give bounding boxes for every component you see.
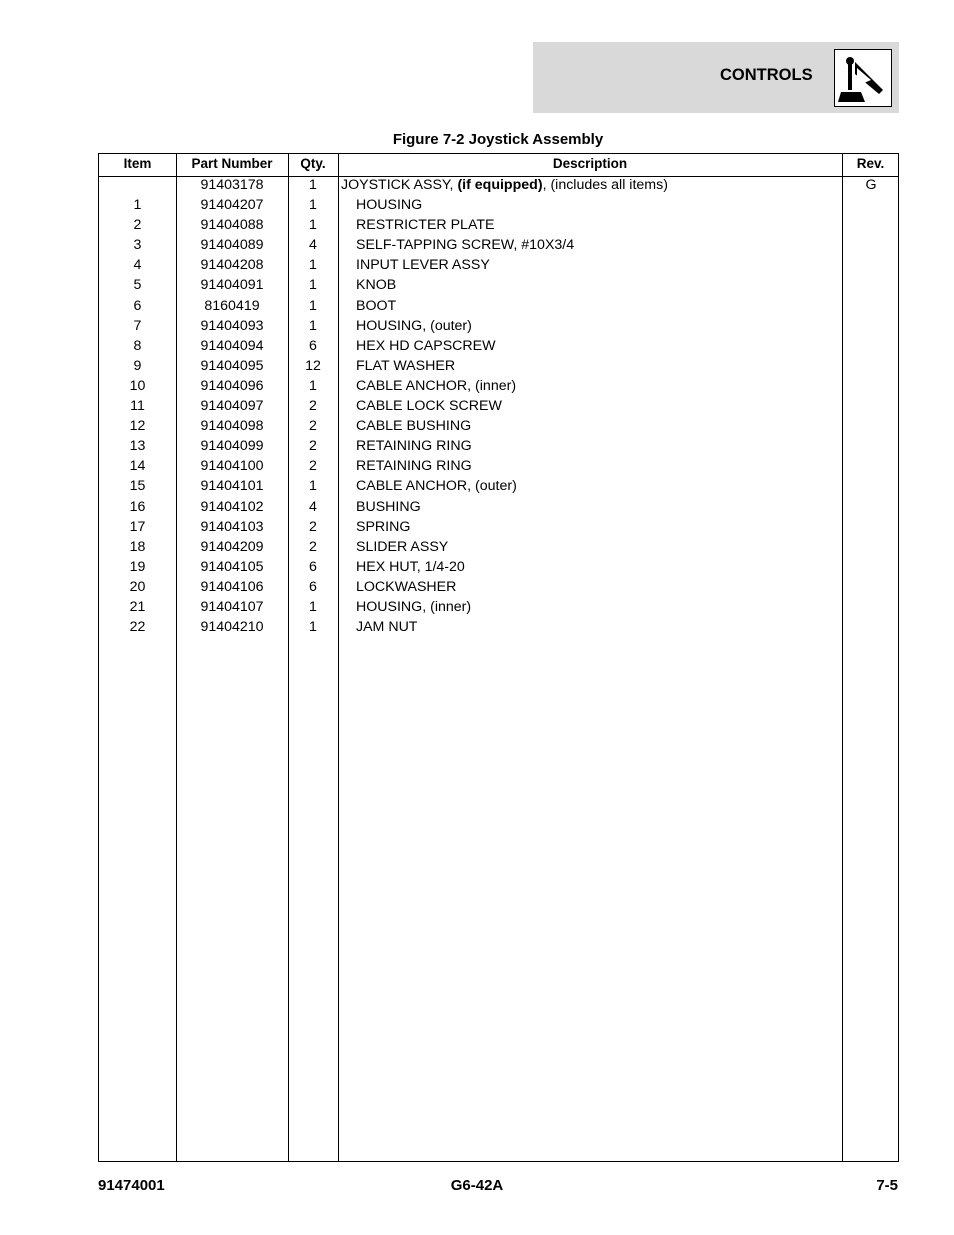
description-note: , (includes all items) <box>542 177 668 193</box>
table-row <box>99 579 898 599</box>
description: CABLE ANCHOR, (outer) <box>356 478 517 495</box>
table-row <box>99 237 898 257</box>
item-number: 5 <box>133 277 142 294</box>
table-row <box>99 559 898 579</box>
table-row <box>99 338 898 358</box>
part-number: 91404210 <box>200 619 264 636</box>
part-number: 91404103 <box>200 518 264 535</box>
figure-title: Figure 7-2 Joystick Assembly <box>392 131 604 148</box>
part-number: 91404107 <box>200 598 264 615</box>
description: HEX HD CAPSCREW <box>356 337 496 354</box>
description: HOUSING, (outer) <box>356 317 472 334</box>
part-number: 8160419 <box>204 297 260 314</box>
item-number: 17 <box>129 518 146 535</box>
quantity: 1 <box>309 217 317 234</box>
table-row <box>99 318 898 338</box>
description: LOCKWASHER <box>356 578 457 595</box>
part-number: 91404093 <box>200 317 264 334</box>
part-number: 91404102 <box>200 498 264 515</box>
description-text: JOYSTICK ASSY, <box>341 177 458 193</box>
quantity: 1 <box>309 317 317 334</box>
item-number: 1 <box>133 197 142 214</box>
part-number: 91404207 <box>200 197 264 214</box>
joystick-icon <box>834 49 892 107</box>
description: RETAINING RING <box>356 458 472 475</box>
description: KNOB <box>356 277 397 294</box>
table-body <box>99 177 898 639</box>
section-title: CONTROLS <box>720 66 813 84</box>
quantity: 1 <box>309 598 317 615</box>
item-number: 15 <box>129 478 146 495</box>
quantity: 2 <box>309 418 317 435</box>
item-number: 12 <box>129 418 146 435</box>
item-number: 10 <box>129 377 146 394</box>
part-number: 91404088 <box>200 217 264 234</box>
item-number: 21 <box>129 598 146 615</box>
part-number: 91404099 <box>200 438 264 455</box>
table-row <box>99 197 898 217</box>
part-number: 91404091 <box>200 277 264 294</box>
quantity: 6 <box>309 337 317 354</box>
item-number: 19 <box>129 558 146 575</box>
item-number: 16 <box>129 498 146 515</box>
table-row <box>99 298 898 318</box>
description: SPRING <box>356 518 411 535</box>
parts-table <box>98 153 899 1162</box>
table-row <box>99 358 898 378</box>
quantity: 1 <box>309 277 317 294</box>
item-number: 11 <box>130 398 145 415</box>
footer-page-number: 7-5 <box>876 1177 898 1194</box>
description: BUSHING <box>356 498 421 515</box>
description: RETAINING RING <box>356 438 472 455</box>
quantity: 2 <box>309 398 317 415</box>
item-number: 6 <box>133 297 142 314</box>
description: HOUSING, (inner) <box>356 598 472 615</box>
quantity: 2 <box>309 538 317 555</box>
description: JAM NUT <box>356 619 418 636</box>
quantity: 1 <box>309 297 317 314</box>
description: CABLE LOCK SCREW <box>356 398 502 415</box>
item-number: 22 <box>129 619 146 636</box>
quantity: 2 <box>309 518 317 535</box>
item-number: 8 <box>133 337 142 354</box>
item-number <box>99 177 176 197</box>
description <box>338 177 842 197</box>
item-number: 14 <box>129 458 146 475</box>
part-number: 91404097 <box>200 398 264 415</box>
quantity: 6 <box>309 578 317 595</box>
table-row <box>99 177 898 197</box>
quantity: 12 <box>305 357 321 374</box>
col-header-part-number: Part Number <box>191 156 273 171</box>
item-number: 18 <box>129 538 146 555</box>
table-row <box>99 519 898 539</box>
quantity: 1 <box>309 177 317 193</box>
quantity: 6 <box>309 558 317 575</box>
table-row <box>99 378 898 398</box>
col-header-rev: Rev. <box>856 156 885 171</box>
table-row <box>99 458 898 478</box>
item-number: 20 <box>129 578 146 595</box>
description: FLAT WASHER <box>356 357 456 374</box>
table-row <box>99 398 898 418</box>
part-number: 91404105 <box>200 558 264 575</box>
part-number: 91404101 <box>200 478 264 495</box>
part-number: 91403178 <box>200 177 264 193</box>
table-row <box>99 438 898 458</box>
description: BOOT <box>356 297 397 314</box>
part-number: 91404094 <box>200 337 264 354</box>
part-number: 91404106 <box>200 578 264 595</box>
part-number: 91404209 <box>200 538 264 555</box>
description: SLIDER ASSY <box>356 538 449 555</box>
description: HEX HUT, 1/4-20 <box>356 558 465 575</box>
col-header-description: Description <box>552 156 628 171</box>
item-number: 7 <box>133 317 142 334</box>
part-number: 91404208 <box>200 257 264 274</box>
footer-model: G6-42A <box>450 1177 504 1194</box>
quantity: 4 <box>309 498 317 515</box>
quantity: 1 <box>309 377 317 394</box>
quantity: 1 <box>309 197 317 214</box>
table-row <box>99 599 898 619</box>
table-row <box>99 277 898 297</box>
item-number: 4 <box>133 257 142 274</box>
quantity: 2 <box>309 438 317 455</box>
table-row <box>99 619 898 639</box>
description: HOUSING <box>356 197 423 214</box>
description: RESTRICTER PLATE <box>356 217 495 234</box>
item-number: 3 <box>133 237 142 254</box>
part-number: 91404098 <box>200 418 264 435</box>
part-number: 91404089 <box>200 237 264 254</box>
description: SELF-TAPPING SCREW, #10X3/4 <box>356 237 575 254</box>
quantity: 2 <box>309 458 317 475</box>
description: CABLE BUSHING <box>356 418 472 435</box>
item-number: 13 <box>129 438 146 455</box>
table-row <box>99 539 898 559</box>
part-number: 91404100 <box>200 458 264 475</box>
col-header-item: Item <box>123 156 152 171</box>
item-number: 9 <box>133 357 142 374</box>
quantity: 1 <box>309 619 317 636</box>
quantity: 1 <box>309 257 317 274</box>
table-row <box>99 478 898 498</box>
description-qualifier: (if equipped) <box>457 177 543 193</box>
col-header-qty: Qty. <box>300 156 326 171</box>
revision: G <box>865 177 877 193</box>
part-number: 91404096 <box>200 377 264 394</box>
description: CABLE ANCHOR, (inner) <box>356 377 517 394</box>
quantity: 4 <box>309 237 317 254</box>
footer-doc-number: 91474001 <box>98 1177 165 1194</box>
part-number: 91404095 <box>200 357 264 374</box>
table-row <box>99 499 898 519</box>
description: INPUT LEVER ASSY <box>356 257 490 274</box>
table-row <box>99 257 898 277</box>
item-number: 2 <box>133 217 142 234</box>
table-row <box>99 418 898 438</box>
quantity: 1 <box>309 478 317 495</box>
table-row <box>99 217 898 237</box>
